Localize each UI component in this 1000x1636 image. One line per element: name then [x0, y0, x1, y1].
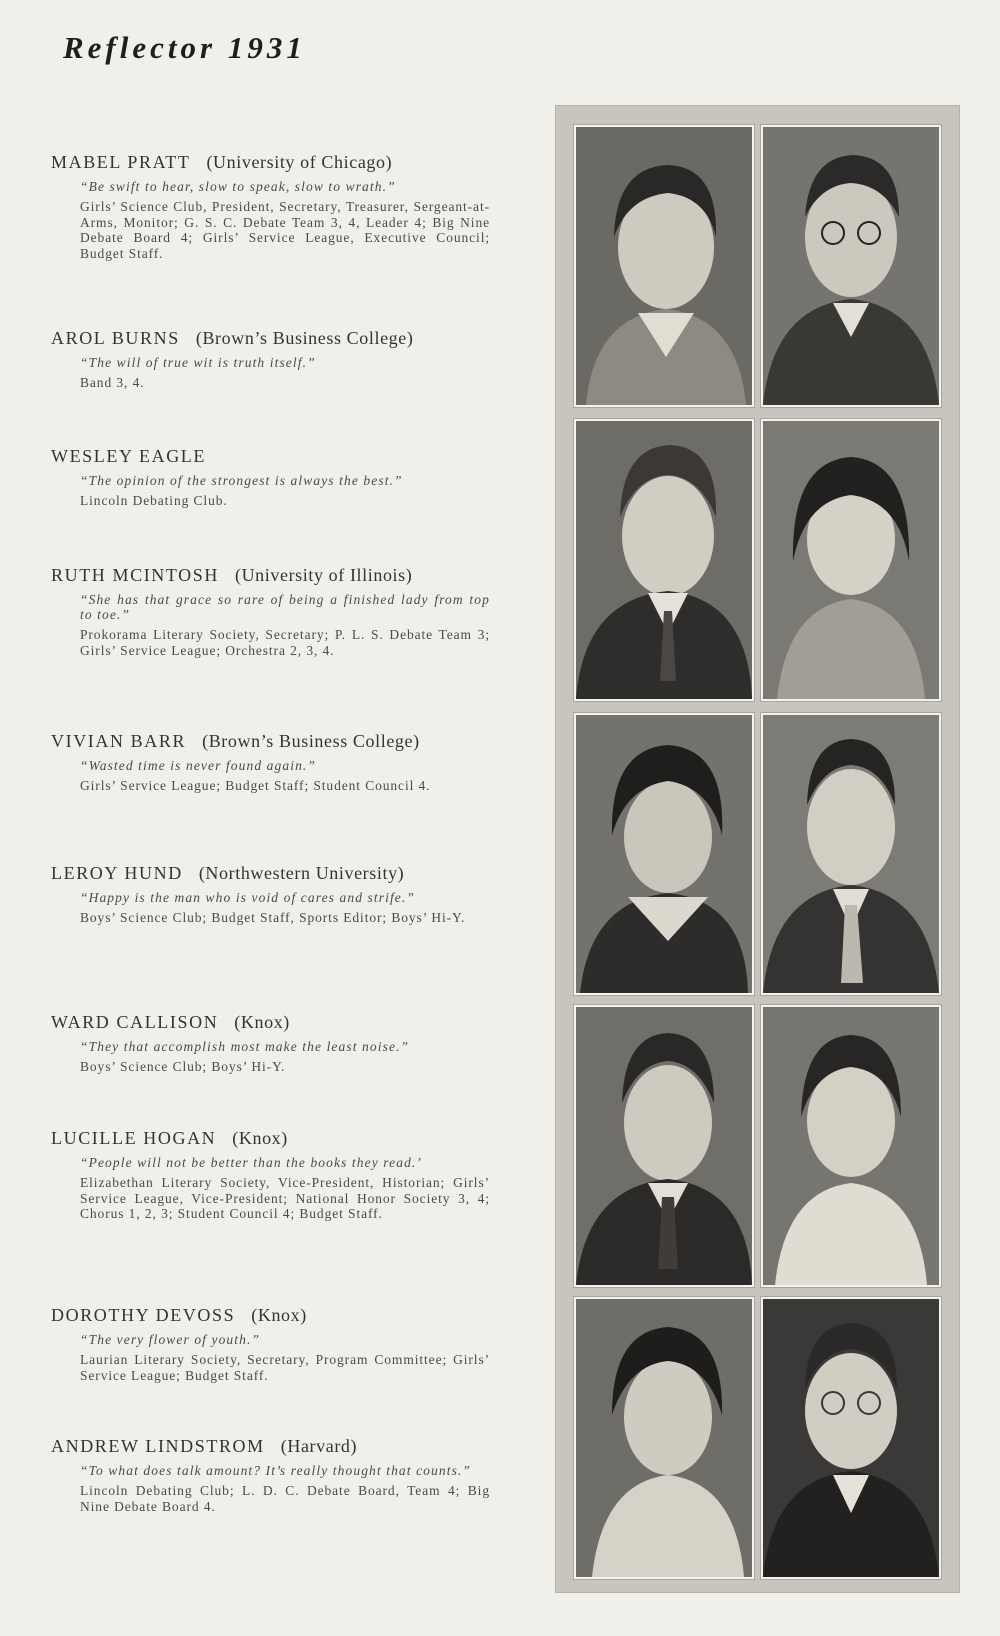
portrait-photo	[761, 1297, 941, 1579]
portrait-photo	[574, 713, 754, 995]
student-quote: “The will of true wit is truth itself.”	[80, 355, 316, 370]
student-activities: Girls’ Science Club, President, Secretary, Treasurer, Sergeant-at-Arms, Monitor; G. S. C. Debate Team 3, 4, Leader 4; Big Nine Debate Board 4; Girls’ Service League, Executive Council; Budget Staff.	[80, 199, 490, 261]
student-name: WARD CALLISON	[51, 1012, 219, 1032]
college-name: (University of Illinois)	[234, 565, 413, 585]
student-activities: Girls’ Service League; Budget Staff; Student Council 4.	[80, 778, 431, 793]
senior-entry	[51, 1128, 491, 1222]
student-activities: Boys’ Science Club; Budget Staff, Sports Editor; Boys’ Hi-Y.	[80, 910, 466, 925]
portrait-photo	[574, 125, 754, 407]
senior-entry	[51, 152, 491, 261]
student-quote: “She has that grace so rare of being a finished lady from top to toe.”	[80, 592, 490, 622]
entry-header	[51, 863, 491, 884]
student-activities: Boys’ Science Club; Boys’ Hi-Y.	[80, 1059, 286, 1074]
page-title: Reflector 1931	[63, 30, 306, 65]
entry-header	[51, 152, 491, 173]
student-name: AROL BURNS	[51, 328, 180, 348]
entry-header	[51, 446, 491, 467]
student-activities: Laurian Literary Society, Secretary, Program Committee; Girls’ Service League; Budget Staff.	[80, 1352, 490, 1383]
student-name: MABEL PRATT	[51, 152, 191, 172]
student-quote: “To what does talk amount? It’s really thought that counts.”	[80, 1463, 472, 1478]
senior-entry	[51, 446, 491, 509]
college-name: (Brown’s Business College)	[195, 328, 414, 348]
senior-entry	[51, 863, 491, 926]
college-name: (Knox)	[251, 1305, 307, 1325]
college-name: (University of Chicago)	[206, 152, 393, 172]
entry-header	[51, 1436, 491, 1457]
student-quote: “Wasted time is never found again.”	[80, 758, 316, 773]
student-activities: Lincoln Debating Club.	[80, 493, 228, 508]
senior-entry	[51, 1305, 491, 1383]
portrait-photo	[574, 1005, 754, 1287]
senior-entry	[51, 328, 491, 391]
entry-header	[51, 565, 491, 586]
senior-entry	[51, 565, 491, 658]
senior-entry	[51, 1436, 491, 1514]
student-quote: “The opinion of the strongest is always the best.”	[80, 473, 403, 488]
student-name: LUCILLE HOGAN	[51, 1128, 217, 1148]
student-quote: “The very flower of youth.”	[80, 1332, 261, 1347]
portrait-photo	[574, 1297, 754, 1579]
student-name: VIVIAN BARR	[51, 731, 187, 751]
college-name: (Harvard)	[280, 1436, 358, 1456]
college-name: (Knox)	[234, 1012, 290, 1032]
college-name: (Knox)	[232, 1128, 288, 1148]
student-name: ANDREW LINDSTROM	[51, 1436, 265, 1456]
student-activities: Elizabethan Literary Society, Vice-President, Historian; Girls’ Service League, Vice-President; National Honor Society 3, 4; Chorus 1, 2, 3; Student Council 4; Budget Staff.	[80, 1175, 490, 1221]
college-name: (Brown’s Business College)	[202, 731, 420, 751]
student-quote: “Happy is the man who is void of cares and strife.”	[80, 890, 415, 905]
student-quote: “People will not be better than the books they read.’	[80, 1155, 422, 1170]
student-activities: Lincoln Debating Club; L. D. C. Debate Board, Team 4; Big Nine Debate Board 4.	[80, 1483, 490, 1514]
entry-header	[51, 731, 491, 752]
college-name: (Northwestern University)	[198, 863, 405, 883]
student-quote: “They that accomplish most make the least noise.”	[80, 1039, 410, 1054]
senior-entry	[51, 731, 491, 794]
student-name: DOROTHY DEVOSS	[51, 1305, 236, 1325]
entry-header	[51, 1305, 491, 1326]
portrait-photo	[761, 1005, 941, 1287]
portrait-photo	[761, 125, 941, 407]
student-name: LEROY HUND	[51, 863, 183, 883]
student-name: WESLEY EAGLE	[51, 446, 206, 466]
portrait-photo	[761, 419, 941, 701]
student-activities: Prokorama Literary Society, Secretary; P. L. S. Debate Team 3; Girls’ Service League; Orchestra 2, 3, 4.	[80, 627, 490, 658]
student-quote: “Be swift to hear, slow to speak, slow to wrath.”	[80, 179, 396, 194]
portrait-photo	[574, 419, 754, 701]
portrait-photo	[761, 713, 941, 995]
entry-header	[51, 1012, 491, 1033]
senior-entry	[51, 1012, 491, 1075]
student-name: RUTH MCINTOSH	[51, 565, 219, 585]
entry-header	[51, 1128, 491, 1149]
student-activities: Band 3, 4.	[80, 375, 145, 390]
entry-header	[51, 328, 491, 349]
portrait-panel	[555, 105, 960, 1593]
